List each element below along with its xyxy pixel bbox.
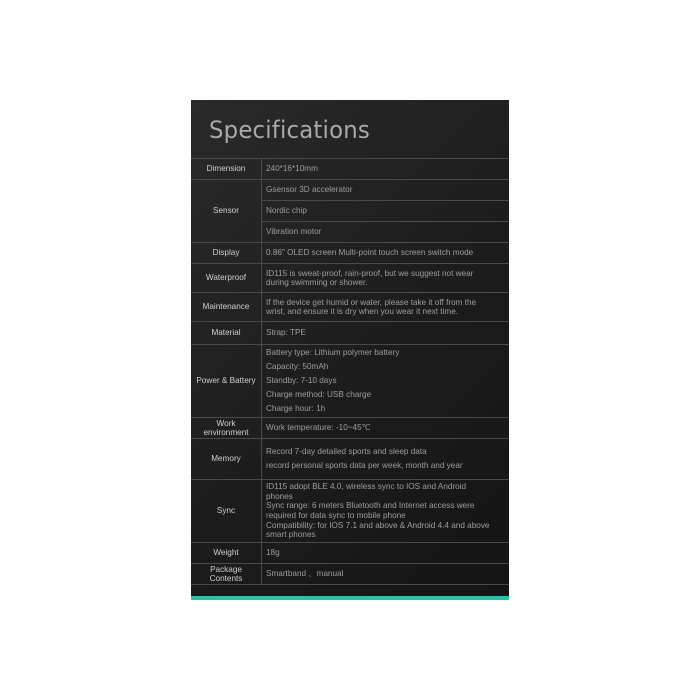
row-value: 0.86" OLED screen Multi-point touch screen switch mode <box>262 243 510 264</box>
row-label: Power & Battery <box>191 345 262 418</box>
row-label: Sensor <box>191 180 262 243</box>
value-line: Standby: 7-10 days <box>266 376 337 385</box>
row-value <box>262 293 510 322</box>
row-value: 240*16*10mm <box>262 159 510 180</box>
row-label: Memory <box>191 439 262 480</box>
value-line: Record 7-day detailed sports and sleep data <box>266 447 427 456</box>
row-label: Dimension <box>191 159 262 180</box>
table-row-material <box>191 322 509 345</box>
row-value <box>262 264 510 293</box>
value-line: wrist, and ensure it is dry when you wear it next time. <box>266 307 459 316</box>
value-line: during swimming or shower. <box>266 278 368 287</box>
specifications-panel <box>191 100 509 600</box>
row-value: Strap: TPE <box>262 322 510 345</box>
value-line: If the device get humid or water, please take it off from the <box>266 297 477 307</box>
row-value <box>262 180 510 243</box>
row-label: Sync <box>191 480 262 543</box>
row-label: Work environment <box>191 418 262 439</box>
value-line: Charge hour: 1h <box>266 404 326 413</box>
sensor-item: Nordic chip <box>266 206 307 216</box>
table-row-work-environment <box>191 418 509 439</box>
value-line: ID115 is sweat-proof, rain-proof, but we suggest not wear <box>266 268 474 278</box>
row-value: Smartband 、manual <box>262 564 510 585</box>
table-row-waterproof <box>191 264 509 293</box>
row-value: Work temperature: -10~45℃ <box>262 418 510 439</box>
value-line: Charge method: USB charge <box>266 390 372 399</box>
row-value <box>262 345 510 418</box>
value-line: phones <box>266 491 293 501</box>
value-line: record personal sports data per week, month and year <box>266 461 463 470</box>
table-row-weight <box>191 543 509 564</box>
value-line: Battery type: Lithium polymer battery <box>266 348 400 357</box>
specifications-table <box>191 158 509 585</box>
value-line: Sync range: 6 meters Bluetooth and Internet access were <box>266 501 475 511</box>
row-value <box>262 439 510 480</box>
value-line: required for data sync to mobile phone <box>266 511 406 520</box>
table-row-dimension <box>191 159 509 180</box>
row-label: Maintenance <box>191 293 262 322</box>
table-row-memory <box>191 439 509 480</box>
value-line: smart phones <box>266 530 316 540</box>
table-row-maintenance <box>191 293 509 322</box>
row-label: Display <box>191 243 262 264</box>
value-line: ID115 adopt BLE 4.0, wireless sync to IOS and Android <box>266 482 467 492</box>
row-label: Weight <box>191 543 262 564</box>
table-row-package-contents <box>191 564 509 585</box>
row-label: Waterproof <box>191 264 262 293</box>
value-line: Compatibility: for IOS 7.1 and above & Android 4.4 and above <box>266 520 490 530</box>
accent-bar <box>191 596 509 600</box>
sensor-item: Gsensor 3D accelerator <box>266 185 353 195</box>
row-label: Package Contents <box>191 564 262 585</box>
table-row-display <box>191 243 509 264</box>
row-label: Material <box>191 322 262 345</box>
value-line: Capacity: 50mAh <box>266 362 329 371</box>
table-row-sync <box>191 480 509 543</box>
table-row-sensor <box>191 180 509 243</box>
sensor-item: Vibration motor <box>266 227 322 237</box>
row-value <box>262 480 510 543</box>
table-row-power-battery <box>191 345 509 418</box>
row-value: 18g <box>262 543 510 564</box>
page-title: Specifications <box>209 116 370 144</box>
